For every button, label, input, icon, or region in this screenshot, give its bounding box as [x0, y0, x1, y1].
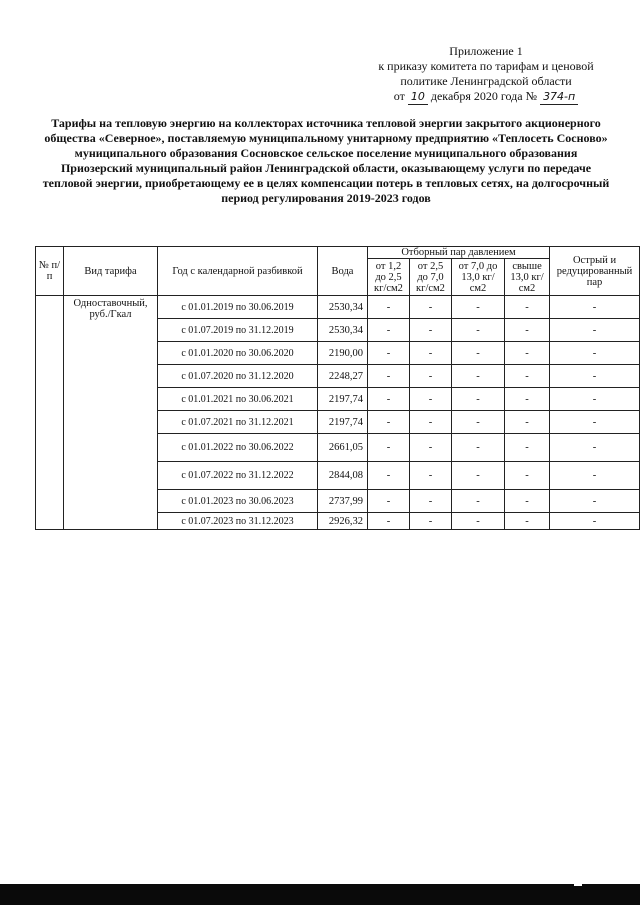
- header-steam-4: свыше 13,0 кг/см2: [505, 259, 550, 296]
- tariff-table: [35, 246, 640, 530]
- period-cell: с 01.01.2022 по 30.06.2022: [158, 434, 318, 462]
- water-cell: 2190,00: [318, 342, 368, 365]
- steam-3-cell: -: [452, 388, 505, 411]
- header-steam-1: от 1,2 до 2,5 кг/см2: [368, 259, 410, 296]
- steam-2-cell: -: [410, 434, 452, 462]
- header-steam-group: Отборный пар давлением: [368, 247, 550, 259]
- period-cell: с 01.07.2023 по 31.12.2023: [158, 513, 318, 530]
- water-cell: 2197,74: [318, 411, 368, 434]
- sharp-steam-cell: -: [550, 365, 640, 388]
- sharp-steam-cell: -: [550, 388, 640, 411]
- steam-3-cell: -: [452, 365, 505, 388]
- period-cell: с 01.07.2020 по 31.12.2020: [158, 365, 318, 388]
- steam-1-cell: -: [368, 490, 410, 513]
- steam-1-cell: -: [368, 513, 410, 530]
- steam-3-cell: -: [452, 434, 505, 462]
- sharp-steam-cell: -: [550, 296, 640, 319]
- sharp-steam-cell: -: [550, 342, 640, 365]
- steam-2-cell: -: [410, 490, 452, 513]
- header-water: Вода: [318, 247, 368, 296]
- water-cell: 2737,99: [318, 490, 368, 513]
- period-cell: с 01.07.2019 по 31.12.2019: [158, 319, 318, 342]
- period-cell: с 01.07.2021 по 31.12.2021: [158, 411, 318, 434]
- steam-3-cell: -: [452, 513, 505, 530]
- steam-2-cell: -: [410, 365, 452, 388]
- steam-1-cell: -: [368, 342, 410, 365]
- steam-4-cell: -: [505, 434, 550, 462]
- steam-2-cell: -: [410, 342, 452, 365]
- steam-1-cell: -: [368, 411, 410, 434]
- period-cell: с 01.07.2022 по 31.12.2022: [158, 462, 318, 490]
- steam-1-cell: -: [368, 296, 410, 319]
- water-cell: 2844,08: [318, 462, 368, 490]
- date-rest: декабря 2020 года №: [430, 89, 538, 103]
- order-number: 374-п: [540, 89, 578, 105]
- steam-1-cell: -: [368, 319, 410, 342]
- steam-4-cell: -: [505, 462, 550, 490]
- header-steam-3: от 7,0 до 13,0 кг/см2: [452, 259, 505, 296]
- sharp-steam-cell: -: [550, 411, 640, 434]
- steam-2-cell: -: [410, 462, 452, 490]
- steam-4-cell: -: [505, 319, 550, 342]
- header-num: № п/п: [36, 247, 64, 296]
- steam-3-cell: -: [452, 319, 505, 342]
- sharp-steam-cell: -: [550, 490, 640, 513]
- steam-2-cell: -: [410, 513, 452, 530]
- steam-3-cell: -: [452, 411, 505, 434]
- steam-4-cell: -: [505, 411, 550, 434]
- steam-4-cell: -: [505, 365, 550, 388]
- steam-1-cell: -: [368, 388, 410, 411]
- steam-1-cell: -: [368, 462, 410, 490]
- appendix-line-order: к приказу комитета по тарифам и ценовой: [378, 59, 594, 73]
- steam-3-cell: -: [452, 296, 505, 319]
- sharp-steam-cell: -: [550, 319, 640, 342]
- water-cell: 2530,34: [318, 296, 368, 319]
- water-cell: 2661,05: [318, 434, 368, 462]
- appendix-title: Приложение 1: [449, 44, 523, 58]
- table-header-row: [36, 247, 640, 259]
- steam-3-cell: -: [452, 342, 505, 365]
- row-num-cell: [36, 296, 64, 530]
- tariff-kind-cell: Одноставочный, руб./Гкал: [64, 296, 158, 530]
- steam-4-cell: -: [505, 342, 550, 365]
- table-row: [36, 296, 640, 319]
- steam-4-cell: -: [505, 388, 550, 411]
- date-day: 10: [408, 89, 428, 105]
- sharp-steam-cell: -: [550, 434, 640, 462]
- steam-4-cell: -: [505, 296, 550, 319]
- appendix-date-line: [356, 89, 616, 105]
- steam-2-cell: -: [410, 319, 452, 342]
- header-steam-2: от 2,5 до 7,0 кг/см2: [410, 259, 452, 296]
- steam-3-cell: -: [452, 490, 505, 513]
- steam-1-cell: -: [368, 434, 410, 462]
- period-cell: с 01.01.2023 по 30.06.2023: [158, 490, 318, 513]
- steam-2-cell: -: [410, 388, 452, 411]
- steam-3-cell: -: [452, 462, 505, 490]
- water-cell: 2197,74: [318, 388, 368, 411]
- header-sharp-steam: Острый и редуцированный пар: [550, 247, 640, 296]
- sharp-steam-cell: -: [550, 513, 640, 530]
- header-kind: Вид тарифа: [64, 247, 158, 296]
- date-prefix: от: [393, 89, 405, 103]
- period-cell: с 01.01.2019 по 30.06.2019: [158, 296, 318, 319]
- steam-4-cell: -: [505, 490, 550, 513]
- period-cell: с 01.01.2021 по 30.06.2021: [158, 388, 318, 411]
- steam-1-cell: -: [368, 365, 410, 388]
- steam-4-cell: -: [505, 513, 550, 530]
- header-period: Год с календарной разбивкой: [158, 247, 318, 296]
- period-cell: с 01.01.2020 по 30.06.2020: [158, 342, 318, 365]
- steam-2-cell: -: [410, 411, 452, 434]
- document-title: Тарифы на тепловую энергию на коллекторах источника тепловой энергии закрытого акционерного общества «Северное», поставляемую муниципальному унитарному предприятию «Теплосеть Сосново» муниципального образования Сосновское сельское поселение муниципального образования Приозерский муниципальный район Ленинградской области, оказывающему услуги по передаче тепловой энергии, приобретающему ее в целях компенсации потерь в тепловых сетях, на долгосрочный период регулирования 2019-2023 годов: [42, 116, 610, 205]
- water-cell: 2248,27: [318, 365, 368, 388]
- water-cell: 2530,34: [318, 319, 368, 342]
- appendix-header: [356, 44, 616, 105]
- scan-edge-mark: [574, 884, 582, 886]
- appendix-line-committee: политике Ленинградской области: [400, 74, 572, 88]
- sharp-steam-cell: -: [550, 462, 640, 490]
- steam-2-cell: -: [410, 296, 452, 319]
- water-cell: 2926,32: [318, 513, 368, 530]
- scan-bottom-edge: [0, 884, 640, 905]
